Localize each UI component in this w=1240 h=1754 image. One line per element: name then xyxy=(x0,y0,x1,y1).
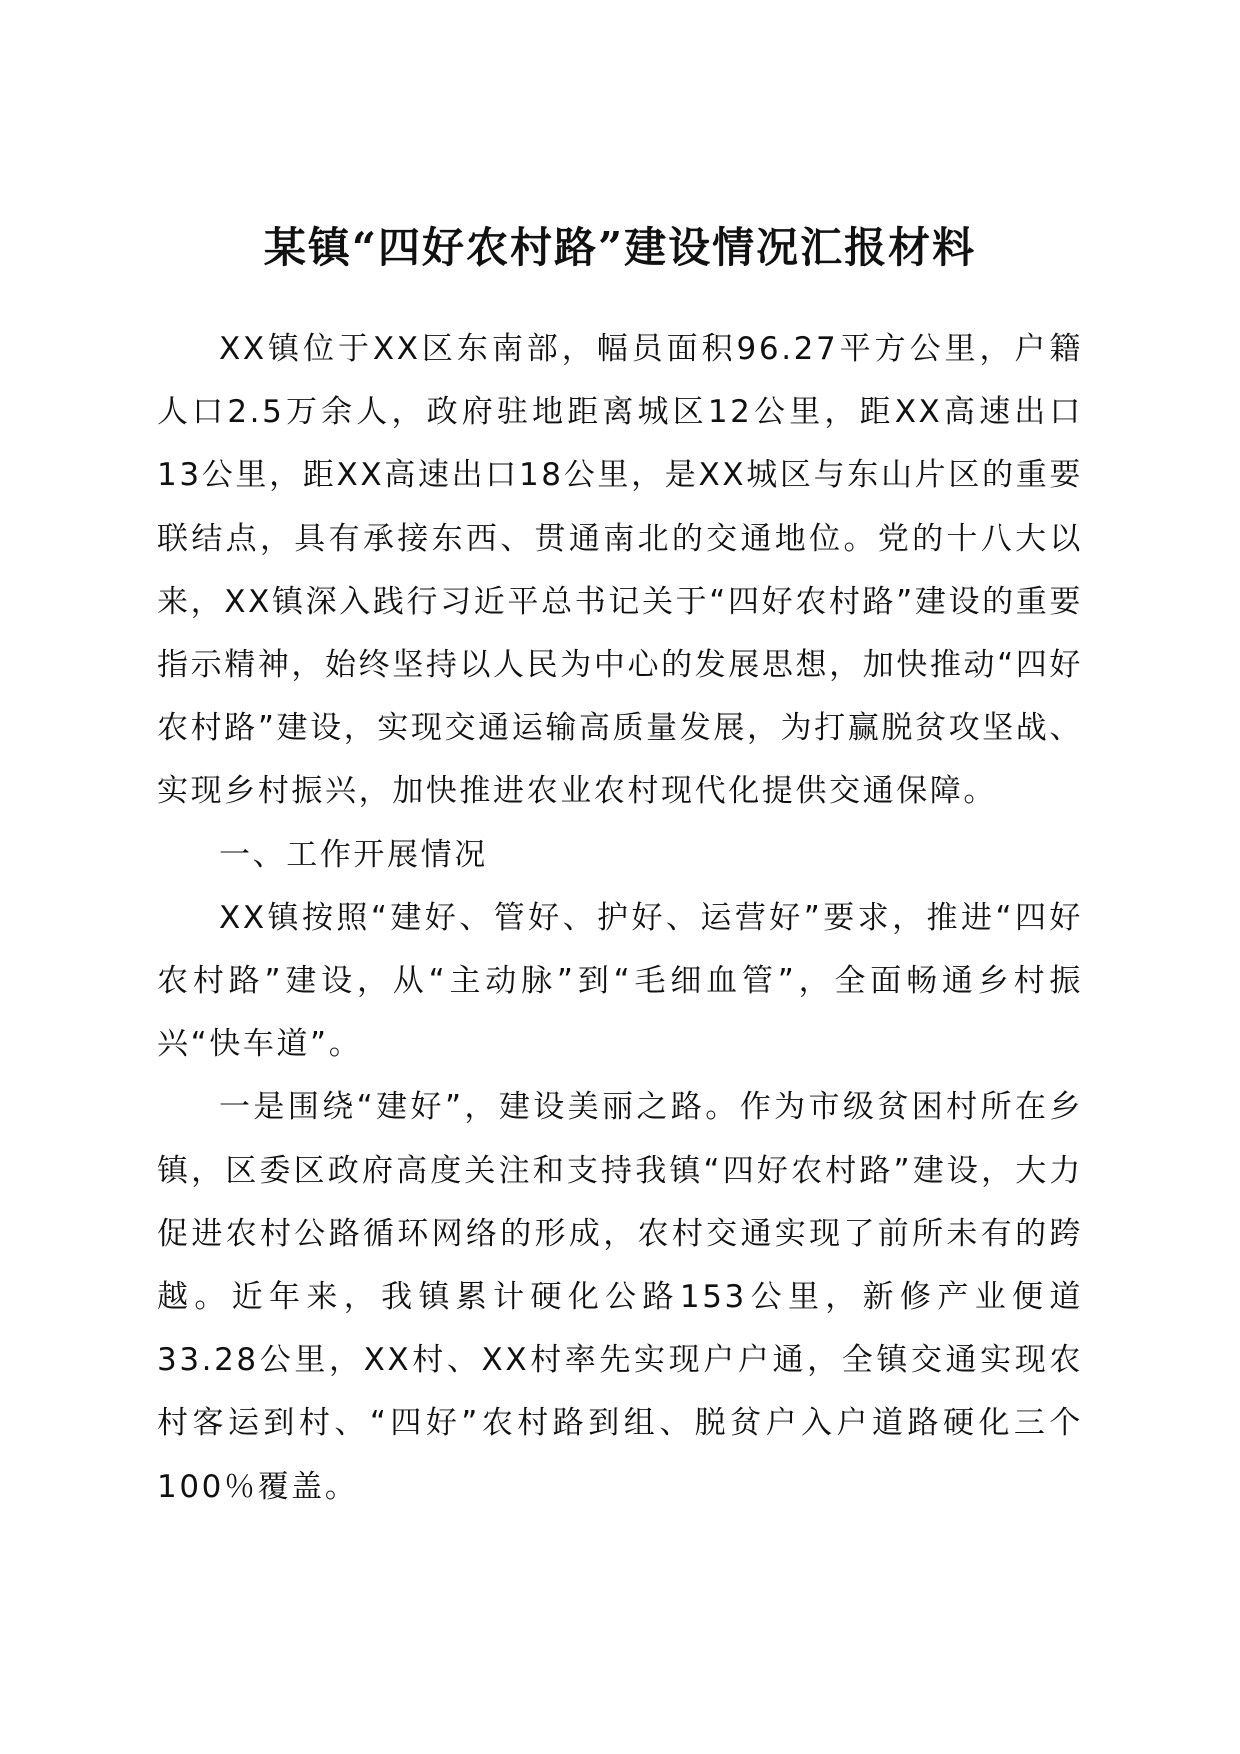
section-heading: 一、工作开展情况 xyxy=(219,836,488,873)
document-body xyxy=(157,318,1083,1519)
intro-paragraph: XX镇位于XX区东南部，幅员面积96.27平方公里，户籍人口2.5万余人，政府驻地距离城区12公里，距XX高速出口13公里，距XX高速出口18公里，是XX城区与东山片区的重要联结点，具有承接东西、贯通南北的交通地位。党的十八大以来，XX镇深入践行习近平总书记关于“四好农村路”建设的重要指示精神，始终坚持以人民为中心的发展思想，加快推动“四好农村路”建设，实现交通运输高质量发展，为打赢脱贫攻坚战、实现乡村振兴，加快推进农业农村现代化提供交通保障。 xyxy=(157,331,1083,810)
section-summary-paragraph: XX镇按照“建好、管好、护好、运营好”要求，推进“四好农村路”建设，从“主动脉”到“毛细血管”，全面畅通乡村振兴“快车道”。 xyxy=(157,899,1083,1063)
document-title: 某镇“四好农村路”建设情况汇报材料 xyxy=(263,223,977,272)
construction-paragraph: 一是围绕“建好”，建设美丽之路。作为市级贫困村所在乡镇，区委区政府高度关注和支持我镇“四好农村路”建设，大力促进农村公路循环网络的形成，农村交通实现了前所未有的跨越。近年来，我镇累计硬化公路153公里，新修产业便道33.28公里，XX村、XX村率先实现户户通，全镇交通实现农村客运到村、“四好”农村路到组、脱贫户入户道路硬化三个100％覆盖。 xyxy=(157,1089,1083,1505)
